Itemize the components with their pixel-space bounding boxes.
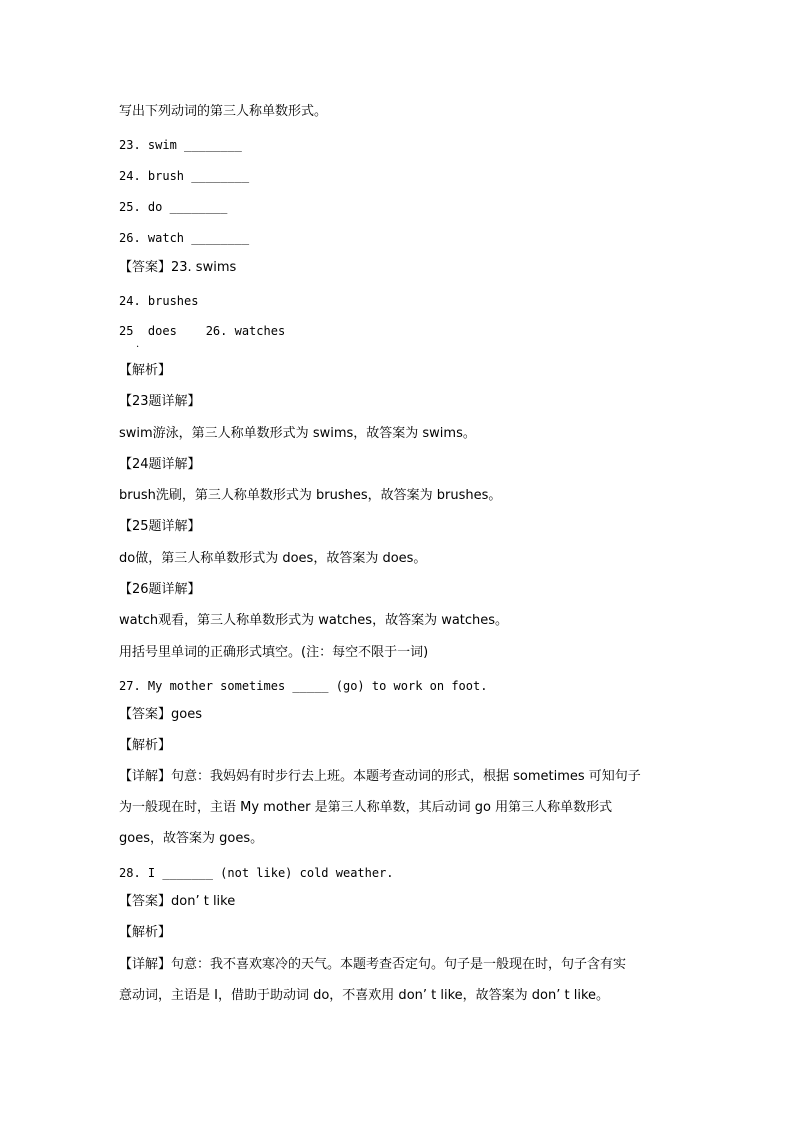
detail-heading-25: 【25题详解】 [119,519,201,534]
answer-28: 【答案】don’ t like [119,894,236,909]
detail-27-line-2: 为一般现在时，主语 My mother 是第三人称单数，其后动词 go 用第三人称单数形式 [119,800,613,815]
detail-heading-23: 【23题详解】 [119,394,201,409]
instruction-heading-2: 用括号里单词的正确形式填空。(注：每空不限于一词) [119,645,429,660]
answer-24: 24. brushes [119,294,199,308]
question-27: 27. My mother sometimes _____ (go) to work on foot. [119,679,488,693]
answer-23: 【答案】23. swims [119,260,237,275]
answer-27: 【答案】goes [119,707,202,722]
detail-25: do做，第三人称单数形式为 does，故答案为 does。 [119,551,427,566]
detail-28-line-2: 意动词，主语是 I，借助于助动词 do，不喜欢用 don’ t like，故答案为 don’ t like。 [119,988,610,1003]
question-26: 26. watch ________ [119,231,250,245]
instruction-heading-1: 写出下列动词的第三人称单数形式。 [119,104,328,119]
detail-23: swim游泳，第三人称单数形式为 swims，故答案为 swims。 [119,426,476,441]
detail-26: watch观看，第三人称单数形式为 watches，故答案为 watches。 [119,613,509,628]
question-23: 23. swim ________ [119,138,242,152]
stray-mark: . [136,339,140,350]
question-25: 25. do ________ [119,200,228,214]
analysis-label-27: 【解析】 [119,738,172,753]
question-28: 28. I _______ (not like) cold weather. [119,866,394,880]
detail-heading-24: 【24题详解】 [119,457,201,472]
question-24: 24. brush ________ [119,169,250,183]
analysis-label-28: 【解析】 [119,925,172,940]
detail-heading-26: 【26题详解】 [119,582,201,597]
answer-25-26: 25 does 26. watches [119,324,286,338]
detail-24: brush洗刷，第三人称单数形式为 brushes，故答案为 brushes。 [119,488,502,503]
detail-27-line-1: 【详解】句意：我妈妈有时步行去上班。本题考查动词的形式，根据 sometimes 可知句子 [119,769,641,784]
detail-27-line-3: goes，故答案为 goes。 [119,831,264,846]
detail-28-line-1: 【详解】句意：我不喜欢寒冷的天气。本题考查否定句。句子是一般现在时，句子含有实 [119,957,627,972]
analysis-label-1: 【解析】 [119,363,172,378]
